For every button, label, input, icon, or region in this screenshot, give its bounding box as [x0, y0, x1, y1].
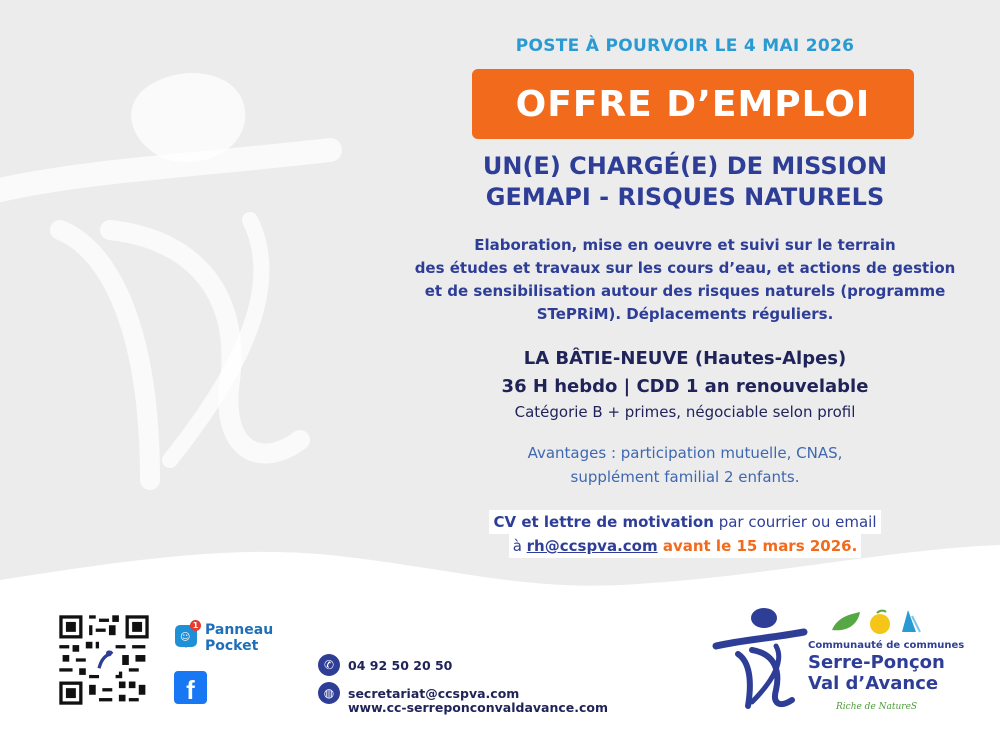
qr-code	[56, 612, 152, 708]
notification-badge: 1	[190, 620, 201, 631]
job-advantages	[370, 441, 1000, 489]
job-title-line1: UN(E) CHARGÉ(E) DE MISSION	[482, 152, 888, 180]
panneau-pocket-label-line2: Pocket	[205, 638, 259, 654]
application-email-link[interactable]: rh@ccspva.com	[526, 537, 658, 555]
job-details	[370, 345, 1000, 401]
description-line: STePRiM). Déplacements réguliers.	[536, 305, 834, 323]
logo-name	[808, 652, 945, 694]
offer-banner	[472, 69, 914, 139]
application-info	[370, 510, 1000, 558]
application-deadline: avant le 15 mars 2026.	[657, 537, 858, 555]
job-title	[370, 151, 1000, 213]
description-line: Elaboration, mise en oeuvre et suivi sur le terrain	[474, 236, 896, 254]
application-line2	[509, 534, 862, 558]
application-via: par courrier ou email	[713, 513, 877, 531]
job-description	[370, 234, 1000, 326]
job-contract: 36 H hebdo | CDD 1 an renouvelable	[501, 376, 869, 397]
logo-subtitle: Communauté de communes	[808, 640, 965, 651]
email-text: secretariat@ccspva.com	[348, 686, 520, 701]
job-category: Catégorie B + primes, négociable selon profil	[514, 403, 856, 421]
offer-label: OFFRE D’EMPLOI	[515, 83, 871, 125]
phone-text: 04 92 50 20 50	[348, 658, 453, 673]
logo-name-line2: Val d’Avance	[808, 673, 939, 694]
facebook-icon[interactable]: f	[174, 671, 207, 704]
phone-icon: ✆	[318, 654, 340, 676]
description-line: et de sensibilisation autour des risques naturels (programme	[424, 282, 946, 300]
post-date: POSTE À POURVOIR LE 4 MAI 2026	[515, 36, 855, 56]
job-location: LA BÂTIE-NEUVE (Hautes-Alpes)	[523, 348, 847, 369]
application-to: à	[512, 537, 527, 555]
panneau-pocket-label	[205, 622, 273, 654]
description-line: des études et travaux sur les cours d’eau, et actions de gestion	[414, 259, 956, 277]
application-line1	[489, 510, 880, 534]
panneau-pocket-icon: ☺	[175, 625, 197, 647]
advantages-line1: Avantages : participation mutuelle, CNAS,	[527, 444, 843, 462]
panneau-pocket-link[interactable]	[175, 622, 285, 658]
job-title-line2: GEMAPI - RISQUES NATURELS	[485, 183, 885, 211]
logo-tagline: Riche de NatureS	[836, 702, 918, 712]
panneau-pocket-label-line1: Panneau	[205, 622, 274, 638]
logo-name-line1: Serre-Ponçon	[808, 652, 945, 673]
advantages-line2: supplément familial 2 enfants.	[570, 468, 800, 486]
globe-icon: ◍	[318, 682, 340, 704]
application-docs: CV et lettre de motivation	[493, 513, 714, 531]
website-text: www.cc-serreponconvaldavance.com	[348, 700, 609, 715]
